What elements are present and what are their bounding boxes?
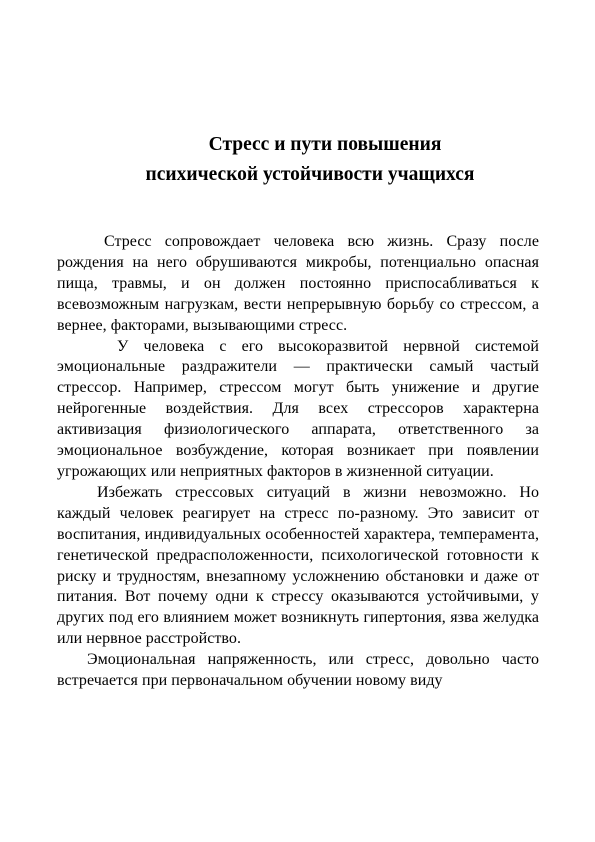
document-title xyxy=(60,130,560,190)
paragraph-2: У человека с его высокоразвитой нервной системой эмоциональные раздражители — практически самый частый стрессор. Например, стрессом могут быть унижение и другие нейрогенные воздействия. Для всех стрессоров характерна активизация физиологического аппарата, ответственного за эмоциональное возбуждение, которая возникает при появлении угрожающих или неприятных факторов в жизненной ситуации. xyxy=(57,337,539,480)
title-line-2: психической устойчивости учащихся xyxy=(145,164,475,185)
paragraph-4: Эмоциональная напряженность, или стресс, довольно часто встречается при первоначальном обучении новому виду xyxy=(57,651,539,690)
document-body xyxy=(57,232,539,692)
paragraph-3: Избежать стрессовых ситуаций в жизни невозможно. Но каждый человек реагирует на стресс по-разному. Это зависит от воспитания, индивидуальных особенностей характера, темперамента, генетической предрасположенности, психологической готовности к риску и трудностям, внезапному усложнению обстановки и даже от питания. Вот почему одни к стрессу оказываются устойчивыми, у других под его влиянием может возникнуть гипертония, язва желудка или нервное расстройство. xyxy=(57,483,539,648)
paragraph-1: Стресс сопровождает человека всю жизнь. Сразу после рождения на него обрушиваются микробы, потенциально опасная пища, травмы, и он должен постоянно приспосабливаться к всевозможным нагрузкам, вести непрерывную борьбу со стрессом, а вернее, факторами, вызывающими стресс. xyxy=(57,233,539,334)
title-line-1: Стресс и пути повышения xyxy=(208,134,442,155)
